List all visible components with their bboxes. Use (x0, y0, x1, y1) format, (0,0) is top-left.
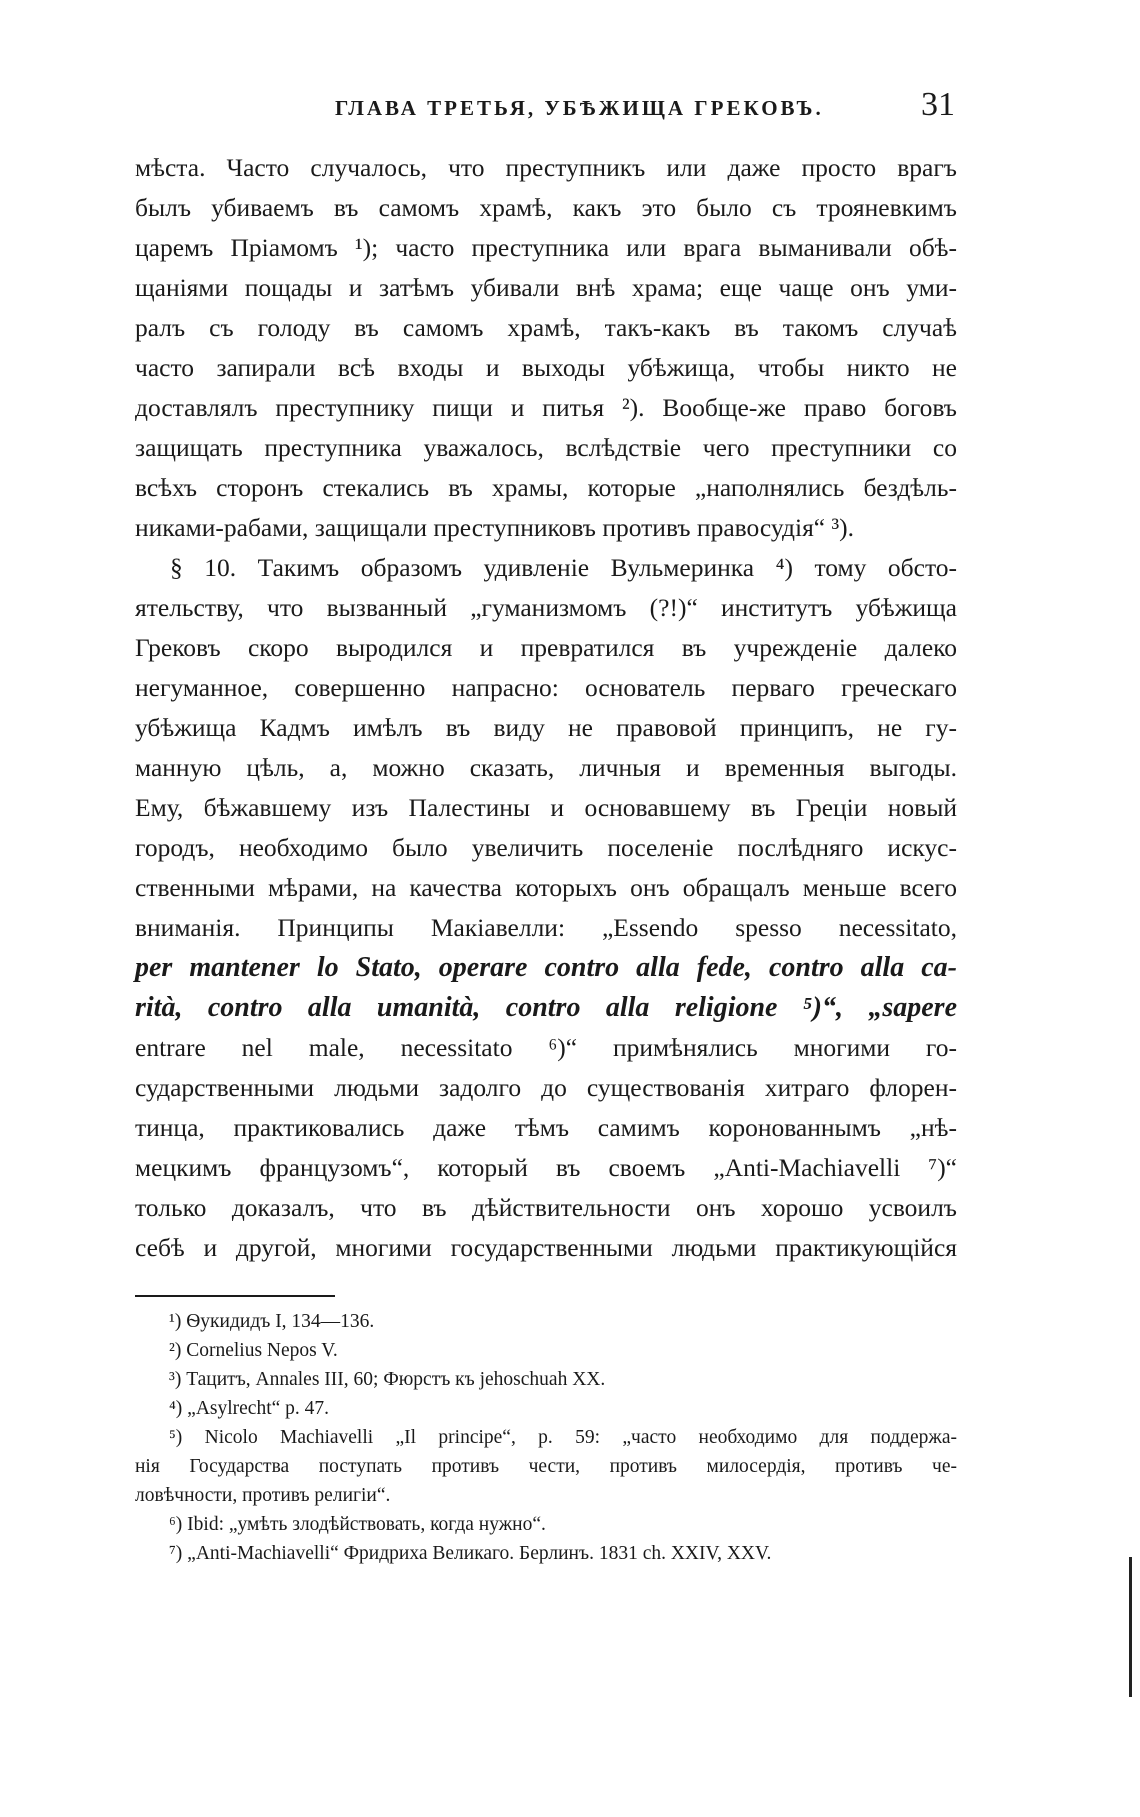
text-line: сударственными людьми задолго до существованія хитраго флорен- (135, 1073, 957, 1102)
text-line: городъ, необходимо было увеличить поселеніе послѣдняго искус- (135, 833, 957, 862)
quote-line: rità, contro alla umanità, contro alla religione ⁵)“, „sapere (135, 992, 957, 1023)
text-line: ственными мѣрами, на качества которыхъ онъ обращалъ меньше всего (135, 873, 957, 902)
text-line: Ему, бѣжавшему изъ Палестины и основавшему въ Греціи новый (135, 793, 957, 822)
footnote: ⁷) „Anti-Machiavelli“ Фридриха Великаго. Берлинъ. 1831 ch. XXIV, XXV. (169, 1543, 772, 1564)
text-line: ралъ съ голоду въ самомъ храмѣ, такъ-какъ въ такомъ случаѣ (135, 313, 957, 342)
footnote: ²) Cornelius Nepos V. (169, 1340, 338, 1361)
text-line: былъ убиваемъ въ самомъ храмѣ, какъ это было съ трояневкимъ (135, 193, 957, 222)
text-line: защищать преступника уважалось, вслѣдствіе чего преступники со (135, 433, 957, 462)
quote-line: per mantener lo Stato, operare contro alla fede, contro alla ca- (135, 952, 957, 983)
text-line: Грековъ скоро выродился и превратился въ учрежденіе далеко (135, 633, 957, 662)
text-line: себѣ и другой, многими государственными людьми практикующійся (135, 1233, 957, 1262)
footnote-divider (135, 1295, 335, 1297)
text-line: доставлялъ преступнику пищи и питья ²). Вообще-же право боговъ (135, 393, 957, 422)
main-text (135, 148, 957, 1268)
footnote-continuation: ловѣчности, противъ религіи“. (135, 1485, 391, 1506)
section-heading-line: § 10. Такимъ образомъ удивленіе Вульмеринка ⁴) тому обсто- (170, 553, 957, 582)
footnotes (135, 1307, 957, 1568)
text-line: часто запирали всѣ входы и выходы убѣжища, чтобы никто не (135, 353, 957, 382)
text-line: царемъ Пріамомъ ¹); часто преступника или врага выманивали обѣ- (135, 233, 957, 262)
footnote: ⁶) Ibid: „умѣть злодѣйствовать, когда нужно“. (169, 1514, 546, 1535)
text-line: убѣжища Кадмъ имѣлъ въ виду не правовой принципъ, не гу- (135, 713, 957, 742)
page-number: 31 (921, 86, 955, 123)
text-line: никами-рабами, защищали преступниковъ противъ правосудія“ ³). (135, 513, 855, 542)
scan-edge-mark (1129, 1557, 1132, 1697)
text-line: всѣхъ сторонъ стекались въ храмы, которые „наполнялись бездѣль- (135, 473, 957, 502)
text-line: негуманное, совершенно напрасно: основатель перваго греческаго (135, 673, 957, 702)
text-line: тинца, практиковались даже тѣмъ самимъ коронованнымъ „нѣ- (135, 1113, 957, 1142)
footnote: ¹) Ѳукидидъ I, 134—136. (169, 1311, 375, 1332)
text-line: мѣста. Часто случалось, что преступникъ или даже просто врагъ (135, 153, 957, 182)
text-line: entrare nel male, necessitato ⁶)“ примѣнялись многими го- (135, 1033, 957, 1062)
text-line: мецкимъ французомъ“, который въ своемъ „Anti-Machiavelli ⁷)“ (135, 1153, 957, 1182)
text-line: вниманія. Принципы Макіавелли: „Essendo spesso necessitato, (135, 913, 957, 942)
text-line: ятельству, что вызванный „гуманизмомъ (?!)“ институтъ убѣжища (135, 593, 957, 622)
text-line: манную цѣль, а, можно сказать, личныя и временныя выгоды. (135, 753, 957, 782)
footnote-continuation: нія Государства поступать противъ чести, противъ милосердія, противъ че- (135, 1456, 957, 1477)
chapter-title: ГЛАВА ТРЕТЬЯ, УБѢЖИЩА ГРЕКОВЪ. (335, 96, 824, 120)
running-header (135, 86, 955, 130)
text-line: щаніями пощады и затѣмъ убивали внѣ храма; еще чаще онъ уми- (135, 273, 957, 302)
footnote: ⁴) „Asylrecht“ p. 47. (169, 1398, 330, 1419)
footnote: ⁵) Nicolo Machiavelli „Il principe“, p. 59: „часто необходимо для поддержа- (169, 1427, 957, 1448)
footnote: ³) Тацитъ, Annales III, 60; Фюрстъ къ jehoschuah XX. (169, 1369, 606, 1390)
text-line: только доказалъ, что въ дѣйствительности онъ хорошо усвоилъ (135, 1193, 957, 1222)
